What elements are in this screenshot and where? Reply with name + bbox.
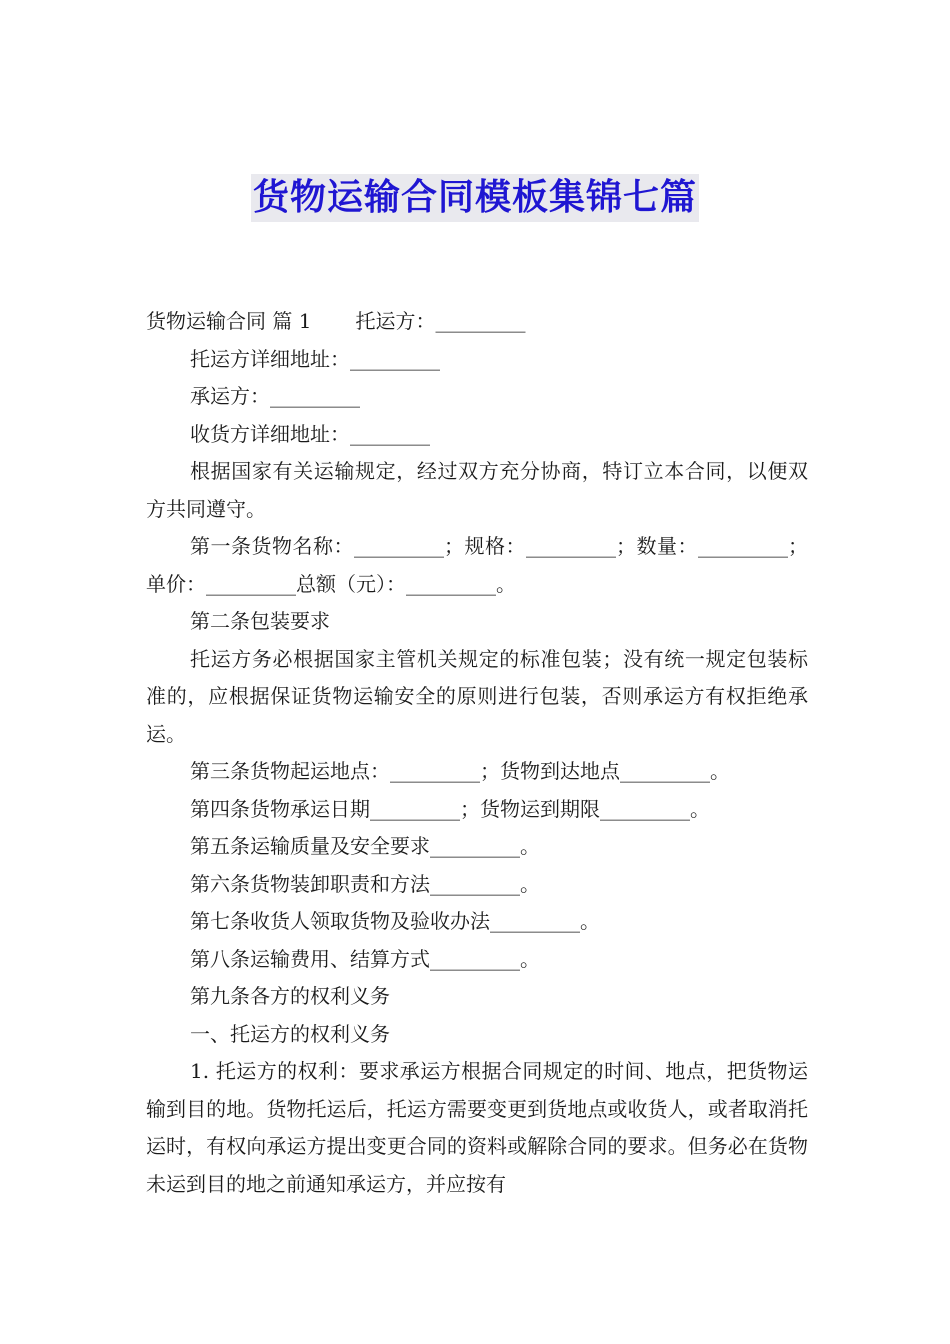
- paragraph-consignee-address: 收货方详细地址：________: [190, 421, 430, 446]
- paragraph-article-7: 第七条收货人领取货物及验收办法_________。: [190, 909, 600, 933]
- paragraph-article-5: 第五条运输质量及安全要求_________。: [190, 834, 540, 858]
- document-title: 货物运输合同模板集锦七篇: [251, 174, 699, 222]
- paragraph-preamble: 根据国家有关运输规定，经过双方充分协商，特订立本合同，以便双方共同遵守。: [146, 459, 808, 521]
- paragraph-article-8: 第八条运输费用、结算方式_________。: [190, 946, 540, 971]
- paragraph-consignor-address: 托运方详细地址：_________: [190, 346, 440, 371]
- title-container: [0, 174, 950, 222]
- document-body: [146, 303, 808, 1203]
- intro-heading: 货物运输合同 篇 1: [146, 309, 312, 333]
- paragraph-article-4: 第四条货物承运日期_________；货物运到期限_________。: [190, 796, 710, 821]
- paragraph-article-2-body: 托运方务必根据国家主管机关规定的标准包装；没有统一规定包装标准的，应根据保证货物运输安全的原则进行包装，否则承运方有权拒绝承运。: [146, 646, 808, 746]
- paragraph-carrier: 承运方：_________: [190, 384, 360, 408]
- paragraph-article-3: 第三条货物起运地点：_________；货物到达地点_________。: [190, 759, 730, 783]
- paragraph-article-1: 第一条货物名称：_________；规格：_________；数量：_________；单价：_________总额（元）：_________。: [146, 534, 808, 596]
- intro-line: [146, 303, 808, 341]
- paragraph-section-1-heading: 一、托运方的权利义务: [190, 1021, 390, 1046]
- paragraph-article-6: 第六条货物装卸职责和方法_________。: [190, 871, 540, 896]
- intro-consignor: 托运方：_________: [355, 309, 526, 333]
- paragraph-article-2-heading: 第二条包装要求: [190, 609, 330, 633]
- paragraph-section-1-item-1: 1. 托运方的权利：要求承运方根据合同规定的时间、地点，把货物运输到目的地。货物托运后，托运方需要变更到货地点或收货人，或者取消托运时，有权向承运方提出变更合同的资料或解除合同的要求。但务必在货物未运到目的地之前通知承运方，并应按有: [146, 1059, 808, 1196]
- paragraph-article-9-heading: 第九条各方的权利义务: [190, 984, 390, 1008]
